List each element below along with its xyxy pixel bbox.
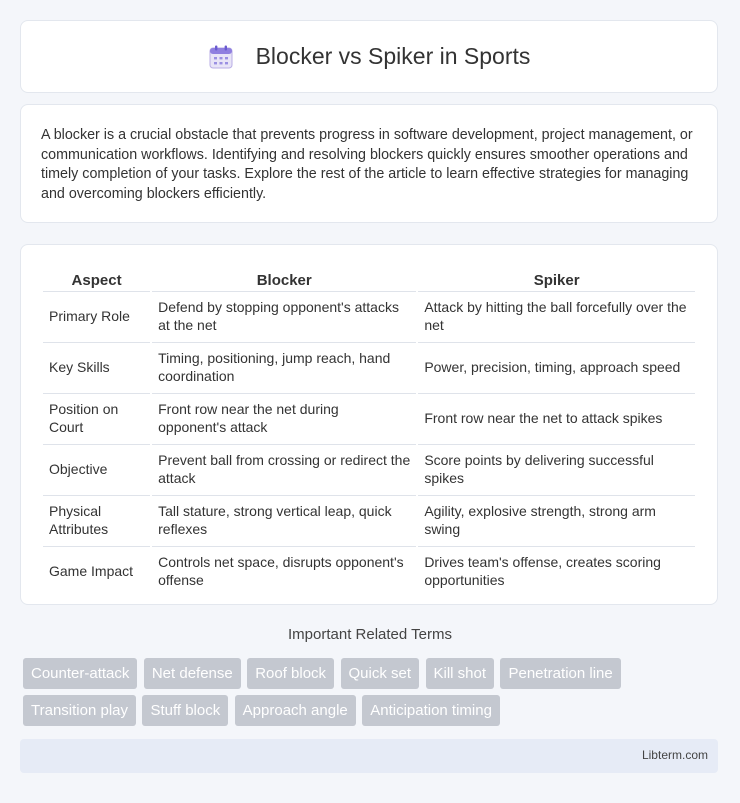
blocker-cell: Tall stature, strong vertical leap, quick reflexes [152, 495, 416, 544]
table-row [43, 291, 695, 340]
title-card [20, 20, 718, 93]
spiker-cell: Drives team's offense, creates scoring opportunities [418, 546, 695, 595]
table-header-row [43, 267, 695, 289]
blocker-cell: Controls net space, disrupts opponent's offense [152, 546, 416, 595]
blocker-cell: Defend by stopping opponent's attacks at the net [152, 291, 416, 340]
header-blocker: Blocker [256, 271, 312, 289]
blocker-cell: Front row near the net during opponent's attack [152, 393, 416, 442]
related-terms-list [23, 658, 723, 732]
term-tag[interactable]: Quick set [341, 658, 420, 689]
term-tag[interactable]: Transition play [23, 695, 136, 726]
spiker-cell: Attack by hitting the ball forcefully over the net [418, 291, 695, 340]
intro-card [20, 104, 718, 223]
header-spiker: Spiker [533, 271, 580, 289]
aspect-cell: Objective [43, 444, 150, 493]
term-tag[interactable]: Net defense [144, 658, 241, 689]
term-tag[interactable]: Approach angle [235, 695, 356, 726]
spiker-cell: Power, precision, timing, approach speed [418, 342, 695, 391]
aspect-cell: Physical Attributes [43, 495, 150, 544]
spiker-cell: Front row near the net to attack spikes [418, 393, 695, 442]
table-row [43, 342, 695, 391]
calendar-icon [208, 44, 234, 70]
table-row [43, 393, 695, 442]
aspect-cell: Key Skills [43, 342, 150, 391]
blocker-cell: Prevent ball from crossing or redirect the attack [152, 444, 416, 493]
table-row [43, 546, 695, 595]
spiker-cell: Score points by delivering successful spikes [418, 444, 695, 493]
table-row [43, 444, 695, 493]
term-tag[interactable]: Stuff block [142, 695, 228, 726]
header-aspect: Aspect [71, 271, 122, 289]
term-tag[interactable]: Kill shot [426, 658, 495, 689]
aspect-cell: Position on Court [43, 393, 150, 442]
spiker-cell: Agility, explosive strength, strong arm swing [418, 495, 695, 544]
term-tag[interactable]: Penetration line [500, 658, 620, 689]
aspect-cell: Game Impact [43, 546, 150, 595]
term-tag[interactable]: Roof block [247, 658, 334, 689]
comparison-card [20, 244, 718, 605]
blocker-cell: Timing, positioning, jump reach, hand coordination [152, 342, 416, 391]
related-terms-title: Important Related Terms [288, 626, 452, 643]
footer-site-link[interactable]: Libterm.com [641, 748, 708, 762]
page-title: Blocker vs Spiker in Sports [255, 43, 531, 69]
comparison-table [41, 265, 697, 597]
term-tag[interactable]: Counter-attack [23, 658, 137, 689]
aspect-cell: Primary Role [43, 291, 150, 340]
intro-text: A blocker is a crucial obstacle that prevents progress in software development, project management, or communication workflows. Identifying and resolving blockers quickly ensures smoother operations and timely completion of your tasks. Explore the rest of the article to learn effective strategies for managing and overcoming blockers efficiently. [41, 127, 693, 202]
table-row [43, 495, 695, 544]
footer [20, 739, 718, 773]
term-tag[interactable]: Anticipation timing [362, 695, 500, 726]
